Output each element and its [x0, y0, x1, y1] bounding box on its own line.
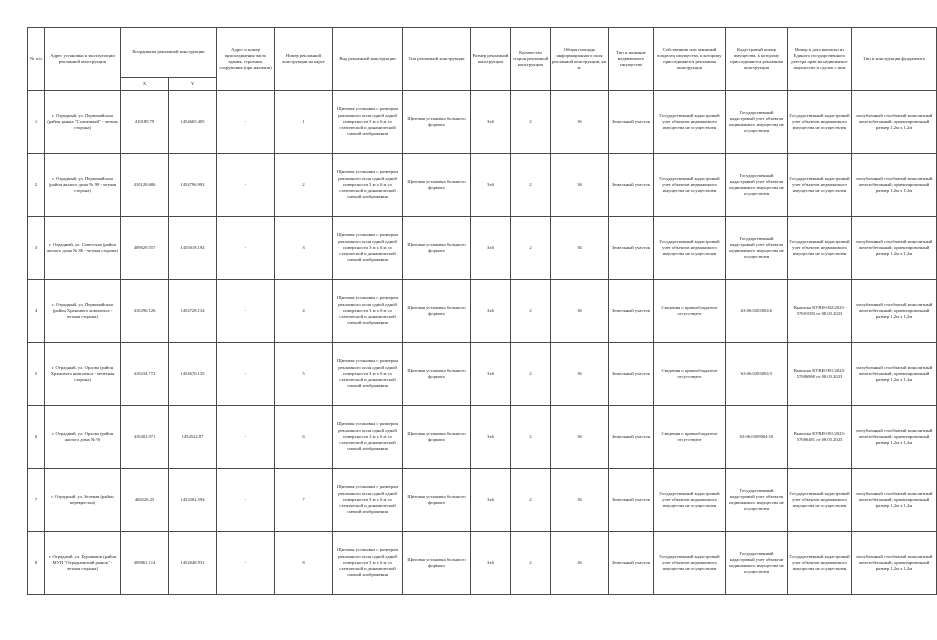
cell-y: 1452048.931 [169, 532, 217, 595]
cell-x: 409829.557 [121, 217, 169, 280]
cell-foundation: заглубленный столбчатый монолитный железобетонный; ориентировочный размер 1,2м х 1,2м [852, 343, 937, 406]
header-foundation: Тип и конструкция фундамента [852, 28, 937, 91]
cell-num: 5 [28, 343, 45, 406]
cell-size: 3х6 [471, 532, 511, 595]
cell-owner: Государственный кадастровый учет объектов недвижимого имущества не осуществлен [654, 532, 726, 595]
cell-area: 36 [551, 91, 609, 154]
header-area: Общая площадь информационного поля рекламной конструкции, кв. м. [551, 28, 609, 91]
cell-sides: 2 [511, 217, 551, 280]
header-num: № п/п [28, 28, 45, 91]
cell-registry: Государственный кадастровый учет объектов недвижимого имущества не осуществлен [788, 91, 852, 154]
cell-building-address: - [217, 154, 275, 217]
cell-size: 3х6 [471, 154, 511, 217]
cell-x: 410189.79 [121, 91, 169, 154]
cell-foundation: заглубленный столбчатый монолитный железобетонный; ориентировочный размер 1,2м х 1,2м [852, 91, 937, 154]
cell-foundation: заглубленный столбчатый монолитный железобетонный; ориентировочный размер 1,2м х 1,2м [852, 532, 937, 595]
header-owner: Собственник или законный владелец имущества, к которому присоединяется рекламная конструкция [654, 28, 726, 91]
header-cadastral: Кадастровый номер имущества, к которому присоединяется рекламная конструкция [726, 28, 788, 91]
cell-sides: 2 [511, 280, 551, 343]
cell-registry: Государственный кадастровый учет объектов недвижимого имущества не осуществлен [788, 469, 852, 532]
cell-registry: Государственный кадастровый учет объектов недвижимого имущества не осуществлен [788, 154, 852, 217]
cell-registry: Выписка КУВИ-002/2023-57691093 от 08.03.2023 [788, 280, 852, 343]
cell-foundation: заглубленный столбчатый монолитный железобетонный; ориентировочный размер 1,2м х 1,2м [852, 217, 937, 280]
cell-address: г. Отрадный, ул. Зеленая (район перекрестка) [45, 469, 121, 532]
cell-owner: Сведения о правообладателе отсутствуют [654, 406, 726, 469]
cell-building-address: - [217, 532, 275, 595]
cell-construction-kind: Щитовая установка большого формата [403, 154, 471, 217]
cell-construction-kind: Щитовая установка большого формата [403, 343, 471, 406]
cell-owner: Государственный кадастровый учет объектов недвижимого имущества не осуществлен [654, 469, 726, 532]
cell-address: г. Отрадный, ул. Первомайская (район Храмового комплекса - четная сторона) [45, 280, 121, 343]
cell-y: 1454665.405 [169, 91, 217, 154]
cell-x: 410128.686 [121, 154, 169, 217]
header-property-type: Тип и название недвижимого имущества [609, 28, 654, 91]
cell-registry: Государственный кадастровый учет объектов недвижимого имущества не осуществлен [788, 532, 852, 595]
cell-building-address: - [217, 343, 275, 406]
header-construction-type: Вид рекламной конструкции [333, 28, 403, 91]
header-sides: Количество сторон рекламной конструкции [511, 28, 551, 91]
header-map-number: Номер рекламной конструкции на карте [275, 28, 333, 91]
cell-x: 410296.126 [121, 280, 169, 343]
cell-address: г. Отрадный, ул. Орлова (район Храмового комплекса - нечетная сторона) [45, 343, 121, 406]
cell-cadastral: 63:06:0309004:16 [726, 406, 788, 469]
cell-building-address: - [217, 91, 275, 154]
cell-size: 3х6 [471, 91, 511, 154]
cell-building-address: - [217, 280, 275, 343]
cell-y: 1454522.87 [169, 406, 217, 469]
cell-construction-kind: Щитовая установка большого формата [403, 280, 471, 343]
cell-building-address: - [217, 217, 275, 280]
ad-structures-register-table [27, 27, 937, 595]
cell-construction-kind: Щитовая установка большого формата [403, 91, 471, 154]
cell-construction-type: Щитовая установка с размером рекламного поля одной одной поверхности 3 м х 6 м со статической и динамической сменой изображения [333, 91, 403, 154]
cell-address: г. Отрадный, ул. Орлова (район жилого дома № 9) [45, 406, 121, 469]
cell-map-number: 7 [275, 469, 333, 532]
cell-construction-kind: Щитовая установка большого формата [403, 406, 471, 469]
cell-area: 36 [551, 154, 609, 217]
cell-y: 1455018.194 [169, 217, 217, 280]
table-header-row [28, 28, 937, 78]
cell-num: 7 [28, 469, 45, 532]
cell-building-address: - [217, 406, 275, 469]
cell-property-type: Земельный участок [609, 532, 654, 595]
cell-foundation: заглубленный столбчатый монолитный железобетонный; ориентировочный размер 1,2м х 1,2м [852, 280, 937, 343]
header-building-address: Адрес и номер присоединения часть здания, строения, сооружения (при наличии) [217, 28, 275, 91]
cell-size: 3х6 [471, 280, 511, 343]
cell-registry: Выписка КУВИ-001/2023-57686860 от 08.03.2023 [788, 343, 852, 406]
cell-map-number: 3 [275, 217, 333, 280]
table-row [28, 280, 937, 343]
cell-num: 4 [28, 280, 45, 343]
cell-map-number: 1 [275, 91, 333, 154]
cell-foundation: заглубленный столбчатый монолитный железобетонный; ориентировочный размер 1,2м х 1,2м [852, 154, 937, 217]
cell-num: 2 [28, 154, 45, 217]
cell-num: 1 [28, 91, 45, 154]
header-coords: Координаты рекламной конструкции [121, 28, 217, 78]
cell-cadastral: Государственный кадастровый учет объектов недвижимого имущества не осуществлен [726, 154, 788, 217]
cell-owner: Государственный кадастровый учет объектов недвижимого имущества не осуществлен [654, 91, 726, 154]
cell-address: г. Отрадный, ул. Первомайская (район рынка "Солнечный" - четная сторона) [45, 91, 121, 154]
cell-property-type: Земельный участок [609, 469, 654, 532]
cell-map-number: 6 [275, 406, 333, 469]
cell-size: 3х6 [471, 406, 511, 469]
cell-area: 36 [551, 532, 609, 595]
cell-registry: Выписка КУВИ-001/2023-57686481 от 08.03.2023 [788, 406, 852, 469]
cell-construction-type: Щитовая установка с размером рекламного поля одной одной поверхности 3 м х 6 м со статической и динамической сменой изображения [333, 532, 403, 595]
cell-cadastral: 63:06:0203004:5 [726, 343, 788, 406]
cell-x: 410234.772 [121, 343, 169, 406]
cell-property-type: Земельный участок [609, 91, 654, 154]
cell-map-number: 5 [275, 343, 333, 406]
cell-sides: 2 [511, 343, 551, 406]
cell-y: 1453202.594 [169, 469, 217, 532]
cell-sides: 2 [511, 469, 551, 532]
table-row [28, 406, 937, 469]
header-size: Размер рекламной конструкции [471, 28, 511, 91]
cell-y: 1454796.992 [169, 154, 217, 217]
cell-address: г. Отрадный, ул. Советская (район жилого дома № 86 - четная сторона) [45, 217, 121, 280]
cell-cadastral: 63:06:0203004:6 [726, 280, 788, 343]
cell-num: 3 [28, 217, 45, 280]
cell-construction-type: Щитовая установка с размером рекламного поля одной одной поверхности 3 м х 6 м со статической и динамической сменой изображения [333, 469, 403, 532]
table-row [28, 469, 937, 532]
cell-property-type: Земельный участок [609, 343, 654, 406]
cell-size: 3х6 [471, 217, 511, 280]
cell-property-type: Земельный участок [609, 280, 654, 343]
cell-x: 409861.114 [121, 532, 169, 595]
cell-x: 408226.25 [121, 469, 169, 532]
cell-sides: 2 [511, 91, 551, 154]
cell-y: 1454728.134 [169, 280, 217, 343]
cell-property-type: Земельный участок [609, 406, 654, 469]
table-row [28, 154, 937, 217]
cell-registry: Государственный кадастровый учет объектов недвижимого имущества не осуществлен [788, 217, 852, 280]
cell-cadastral: Государственный кадастровый учет объектов недвижимого имущества не осуществлен [726, 91, 788, 154]
cell-y: 1454676.135 [169, 343, 217, 406]
cell-owner: Сведения о правообладателе отсутствуют [654, 280, 726, 343]
header-construction-kind: Тип рекламной конструкции [403, 28, 471, 91]
cell-construction-type: Щитовая установка с размером рекламного поля одной одной поверхности 3 м х 6 м со статической и динамической сменой изображения [333, 343, 403, 406]
cell-area: 36 [551, 469, 609, 532]
table-row [28, 91, 937, 154]
cell-map-number: 2 [275, 154, 333, 217]
cell-map-number: 4 [275, 280, 333, 343]
cell-building-address: - [217, 469, 275, 532]
cell-owner: Сведения о правообладателе отсутствуют [654, 343, 726, 406]
cell-size: 3х6 [471, 469, 511, 532]
cell-area: 36 [551, 217, 609, 280]
cell-construction-type: Щитовая установка с размером рекламного поля одной одной поверхности 3 м х 6 м со статической и динамической сменой изображения [333, 154, 403, 217]
cell-sides: 2 [511, 532, 551, 595]
cell-address: г. Отрадный, ул. Буровиков (район МУП "Отрадненский рынок" - четная сторона) [45, 532, 121, 595]
cell-construction-kind: Щитовая установка большого формата [403, 217, 471, 280]
cell-construction-type: Щитовая установка с размером рекламного поля одной одной поверхности 3 м х 6 м со статической и динамической сменой изображения [333, 280, 403, 343]
table-row [28, 532, 937, 595]
cell-construction-kind: Щитовая установка большого формата [403, 532, 471, 595]
cell-map-number: 8 [275, 532, 333, 595]
cell-cadastral: Государственный кадастровый учет объектов недвижимого имущества не осуществлен [726, 532, 788, 595]
cell-construction-kind: Щитовая установка большого формата [403, 469, 471, 532]
cell-size: 3х6 [471, 343, 511, 406]
cell-foundation: заглубленный столбчатый монолитный железобетонный; ориентировочный размер 1,2м х 1,2м [852, 469, 937, 532]
cell-owner: Государственный кадастровый учет объектов недвижимого имущества не осуществлен [654, 217, 726, 280]
cell-x: 410402.971 [121, 406, 169, 469]
header-address: Адрес установки и эксплуатации рекламной конструкции [45, 28, 121, 91]
cell-area: 36 [551, 406, 609, 469]
cell-cadastral: Государственный кадастровый учет объектов недвижимого имущества не осуществлен [726, 217, 788, 280]
table-row [28, 217, 937, 280]
cell-num: 8 [28, 532, 45, 595]
cell-sides: 2 [511, 154, 551, 217]
header-y: Y [169, 78, 217, 91]
cell-construction-type: Щитовая установка с размером рекламного поля одной одной поверхности 3 м х 6 м со статической и динамической сменой изображения [333, 406, 403, 469]
cell-cadastral: Государственный кадастровый учет объектов недвижимого имущества не осуществлен [726, 469, 788, 532]
cell-area: 36 [551, 280, 609, 343]
cell-num: 6 [28, 406, 45, 469]
cell-address: г. Отрадный, ул. Первомайская (район жилого дома № 98 - четная сторона) [45, 154, 121, 217]
table-row [28, 343, 937, 406]
cell-owner: Государственный кадастровый учет объектов недвижимого имущества не осуществлен [654, 154, 726, 217]
header-registry: Номер и дата выписки из Единого государственного реестра прав на недвижимое имущество и сделок с ним [788, 28, 852, 91]
cell-property-type: Земельный участок [609, 154, 654, 217]
cell-sides: 2 [511, 406, 551, 469]
cell-area: 36 [551, 343, 609, 406]
cell-property-type: Земельный участок [609, 217, 654, 280]
cell-foundation: заглубленный столбчатый монолитный железобетонный; ориентировочный размер 1,2м х 1,2м [852, 406, 937, 469]
header-x: X [121, 78, 169, 91]
cell-construction-type: Щитовая установка с размером рекламного поля одной одной поверхности 3 м х 6 м со статической и динамической сменой изображения [333, 217, 403, 280]
